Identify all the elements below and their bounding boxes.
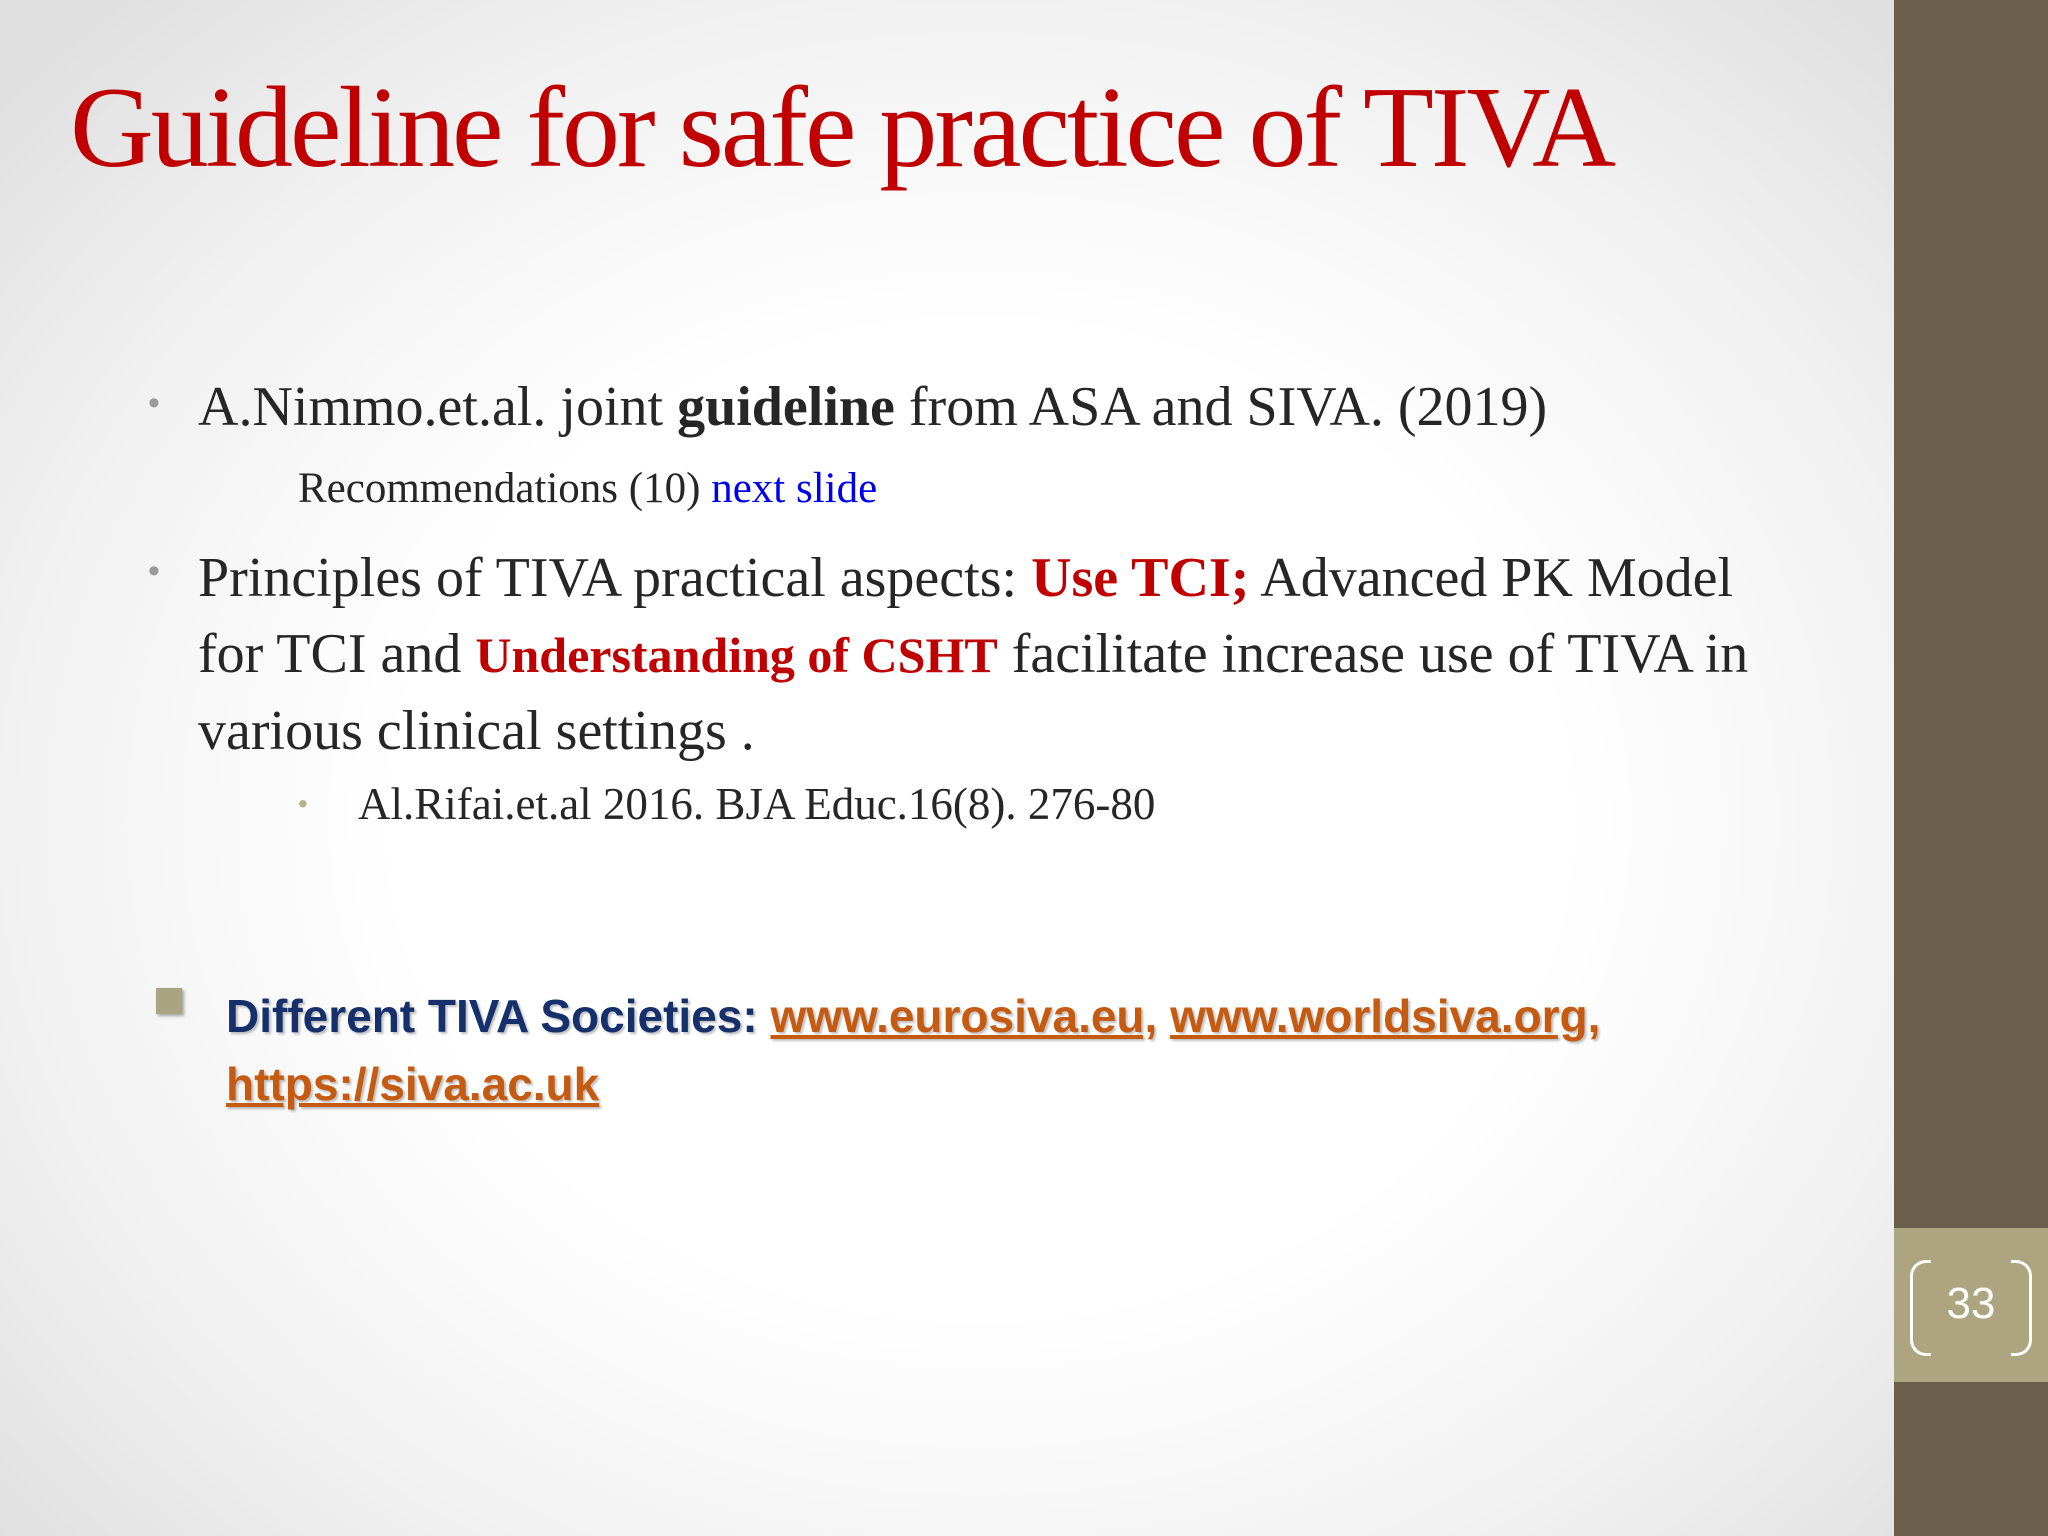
bullet-dot-icon: • (148, 384, 160, 422)
link-worldsiva[interactable]: www.worldsiva.org, (1170, 990, 1601, 1042)
societies-label: Different TIVA Societies: (226, 990, 771, 1042)
societies-block (156, 982, 1856, 1118)
page-number: 33 (1946, 1279, 1996, 1328)
recommendations-line: Recommendations (10) next slide (298, 465, 878, 512)
bullet-dot-icon: • (148, 552, 160, 590)
link-siva-uk[interactable]: https://siva.ac.uk (226, 1058, 600, 1110)
highlight-use-tci: Use TCI; (1031, 547, 1250, 609)
highlight-cshT: Understanding of CSHT (475, 627, 998, 683)
page-number-box (1894, 1228, 2048, 1382)
bullet-item-guideline: A.Nimmo.et.al. joint guideline from ASA and SIVA. (2019) (198, 376, 1548, 438)
square-bullet-icon (156, 988, 182, 1014)
link-eurosiva[interactable]: www.eurosiva.eu, (770, 990, 1158, 1042)
next-slide-link[interactable]: next slide (711, 465, 878, 512)
sub-bullet-dot-icon: • (298, 788, 308, 819)
bullet-item-principles: Principles of TIVA practical aspects: Use TCI; Advanced PK Model for TCI and Understanding of CSHT facilitate increase use of TIVA in various clinical settings . (198, 547, 1749, 762)
slide-title: Guideline for safe practice of TIVA (70, 64, 1614, 192)
reference-line: Al.Rifai.et.al 2016. BJA Educ.16(8). 276-80 (358, 779, 1156, 829)
